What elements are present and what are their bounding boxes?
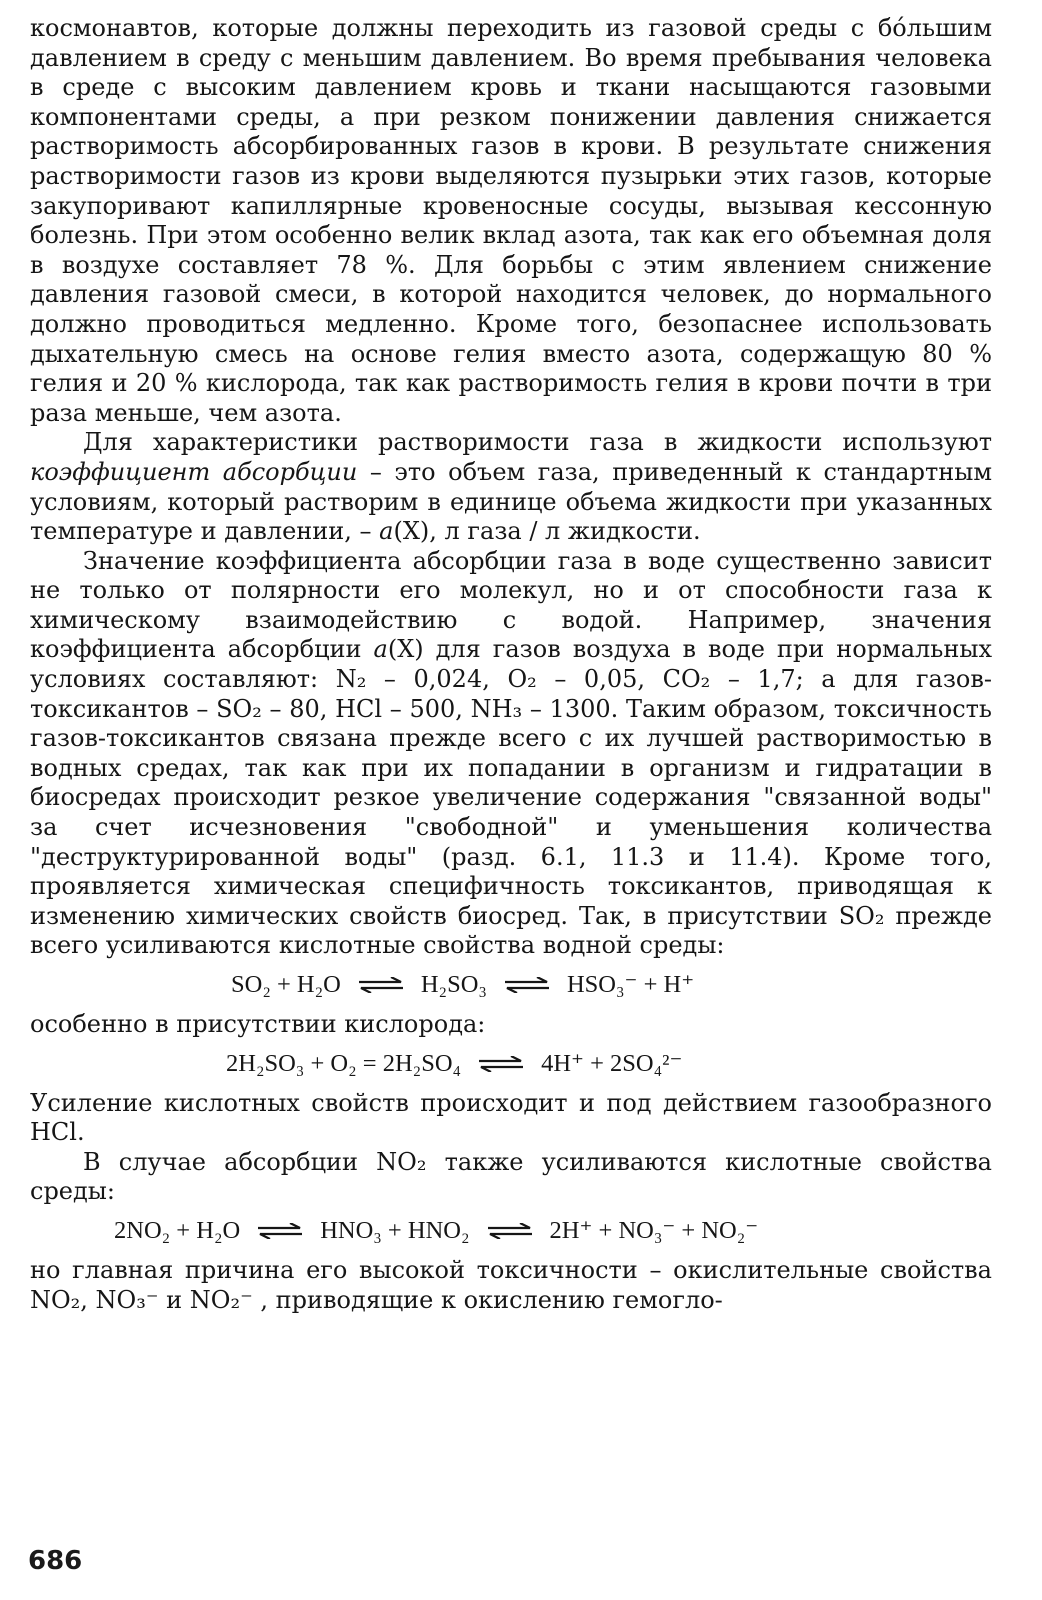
- equilibrium-arrow-icon: [357, 977, 405, 993]
- equilibrium-arrow-icon: [256, 1223, 304, 1239]
- equation-3: [30, 1215, 992, 1247]
- symbol-a: a: [379, 517, 394, 546]
- paragraph-2: [30, 428, 992, 546]
- paragraph-1-text: космонавтов, которые должны переходить из газовой среды с бо́льшим давлением в среду с меньшим давлением. Во время пребывания человека в среде с высоким давлением кровь и ткани насыщаются газовыми компонентами среды, а при резком понижении давления снижается растворимость абсорбированных газов в крови. В результате снижения растворимости газов из крови выделяются пузырьки этих газов, которые закупоривают капиллярные кровеносные сосуды, вызывая кессонную болезнь. При этом особенно велик вклад азота, так как его объемная доля в воздухе составляет 78 %. Для борьбы с этим явлением снижение давления газовой смеси, в которой находится человек, до нормального должно проводиться медленно. Кроме того, безопаснее использовать дыхательную смесь на основе гелия вместо азота, содержащую 80 % гелия и 20 % кислорода, так как растворимость гелия в крови почти в три раза меньше, чем азота.: [30, 14, 992, 427]
- paragraph-1: [30, 14, 992, 428]
- paragraph-4-text: особенно в присутствии кислорода:: [30, 1010, 486, 1038]
- page-text: [30, 14, 992, 1315]
- equation-2-lhs: 2H₂SO₃ + O₂ = 2H₂SO₄: [226, 1049, 462, 1077]
- paragraph-7: [30, 1256, 992, 1315]
- equation-1-rhs: HSO₃⁻ + H⁺: [566, 971, 695, 998]
- equilibrium-arrow-icon: [503, 977, 551, 993]
- paragraph-4: [30, 1010, 992, 1040]
- term-absorption-coefficient: коэффициент абсорбции: [30, 457, 358, 486]
- paragraph-6: [30, 1148, 992, 1207]
- equation-2-rhs: 4H⁺ + 2SO₄²⁻: [541, 1049, 683, 1077]
- equation-3-mid: HNO₃ + HNO₂: [320, 1216, 470, 1244]
- paragraph-5: [30, 1089, 992, 1148]
- equation-3-rhs: 2H⁺ + NO₃⁻ + NO₂⁻: [549, 1216, 759, 1244]
- paragraph-3: [30, 547, 992, 961]
- paragraph-2-end: (X), л газа / л жидкости.: [393, 517, 701, 546]
- page-number: 686: [28, 1546, 83, 1576]
- paragraph-2-mid: – это объем газа, приведенный к стандартным условиям, который растворим в единице объема жидкости при указанных температуре и давлении, –: [30, 457, 992, 546]
- equation-2: [30, 1048, 992, 1080]
- equation-1-mid: H₂SO₃: [420, 971, 487, 998]
- paragraph-5-text: Усиление кислотных свойств происходит и под действием газообразного HCl.: [30, 1088, 992, 1147]
- equation-3-lhs: 2NO₂ + H₂O: [114, 1216, 241, 1244]
- paragraph-3-start: Значение коэффициента абсорбции газа в воде существенно зависит не только от полярности его молекул, но и от способности газа к химическому взаимодействию с водой. Например, значения коэффициента абсорбции: [30, 546, 992, 664]
- paragraph-2-start: Для характеристики растворимости газа в жидкости используют: [83, 428, 992, 457]
- equilibrium-arrow-icon: [486, 1223, 534, 1239]
- paragraph-7-text: но главная причина его высокой токсичности – окислительные свойства NO₂, NO₃⁻ и NO₂⁻ , приводящие к окислению гемогло-: [30, 1255, 992, 1314]
- paragraph-6-text: В случае абсорбции NO₂ также усиливаются кислотные свойства среды:: [30, 1147, 992, 1206]
- equation-1: [30, 969, 992, 1001]
- paragraph-3-end: (X) для газов воздуха в воде при нормальных условиях составляют: N₂ – 0,024, O₂ – 0,05, CO₂ – 1,7; а для газов-токсикантов – SO₂ – 80, HCl – 500, NH₃ – 1300. Таким образом, токсичность газов-токсикантов связана прежде всего с их лучшей растворимостью в водных средах, так как при их попадании в организм и гидратации в биосредах происходит резкое увеличение содержания "связанной воды" за счет исчезновения "свободной" и уменьшения количества "деструктурированной воды" (разд. 6.1, 11.3 и 11.4). Кроме того, проявляется химическая специфичность токсикантов, приводящая к изменению химических свойств биосред. Так, в присутствии SO₂ прежде всего усиливаются кислотные свойства водной среды:: [30, 635, 992, 960]
- equation-1-lhs: SO₂ + H₂O: [231, 971, 341, 998]
- symbol-a-2: a: [373, 635, 388, 664]
- equilibrium-arrow-icon: [477, 1056, 525, 1072]
